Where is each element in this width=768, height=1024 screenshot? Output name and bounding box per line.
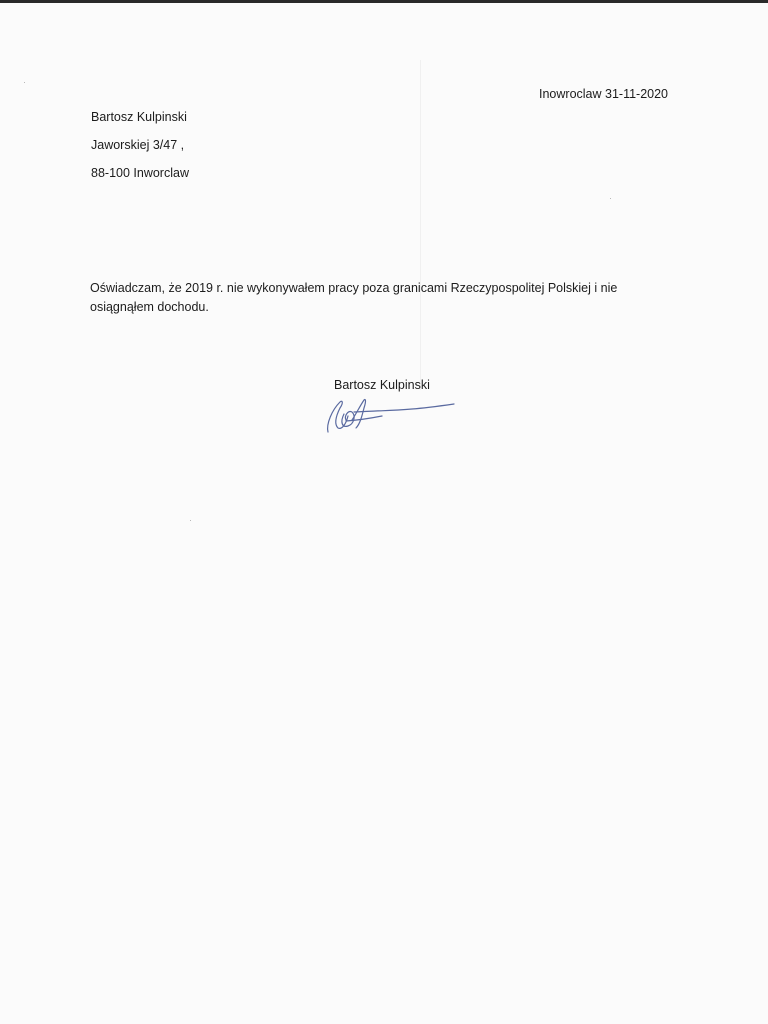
signature-stroke: [352, 399, 366, 428]
signature-stroke: [354, 404, 454, 412]
scan-speck: [610, 198, 611, 199]
signer-name: Bartosz Kulpinski: [334, 378, 430, 392]
scan-speck: [190, 520, 191, 521]
statement-line: osiągnąłem dochodu.: [90, 300, 209, 314]
sender-street: Jaworskiej 3/47 ,: [91, 138, 185, 152]
sender-city: 88-100 Inworclaw: [91, 166, 189, 180]
place-and-date: Inowroclaw 31-11-2020: [539, 87, 669, 101]
signature-stroke: [346, 416, 382, 421]
handwritten-signature: [316, 394, 456, 434]
scan-top-edge: [0, 0, 768, 3]
sender-name: Bartosz Kulpinski: [91, 110, 187, 124]
statement-body: [90, 279, 650, 317]
statement-line: Oświadczam, że 2019 r. nie wykonywałem pracy poza granicami Rzeczypospolitej Polskiej i nie: [90, 281, 618, 295]
scan-speck: [24, 82, 25, 83]
paper-fold-line: [420, 60, 421, 390]
